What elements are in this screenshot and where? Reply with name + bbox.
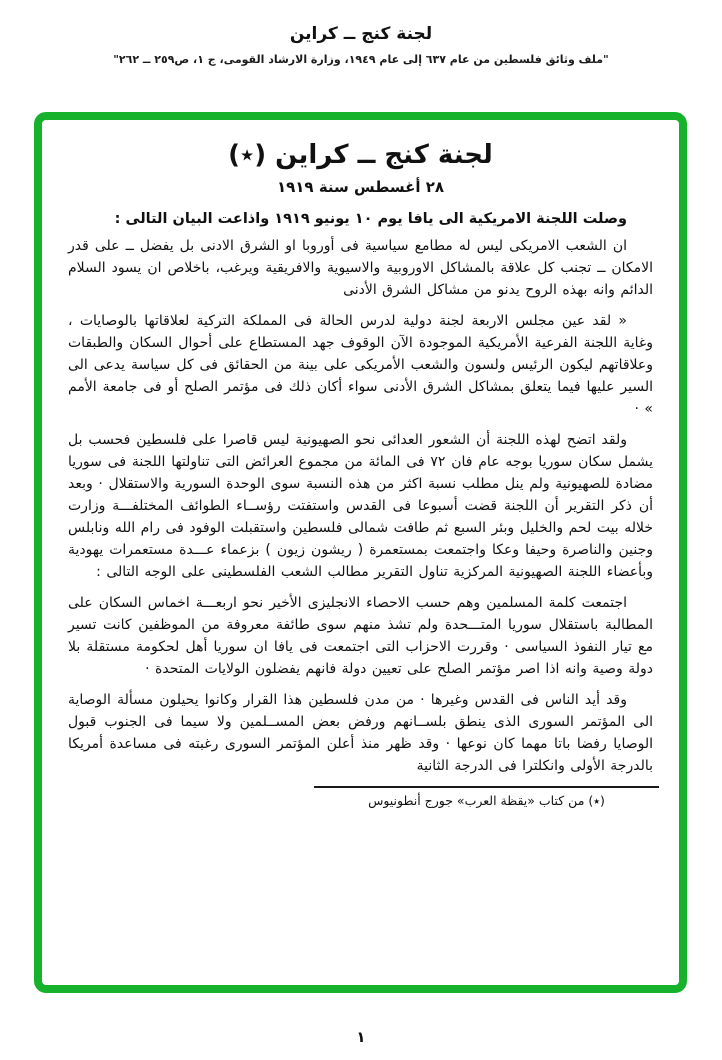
paragraph-5: وقد أيد الناس فى القدس وغيرها · من مدن فلسطين هذا القرار وكانوا يحيلون مسألة الوصاية الى المؤتمر السورى الذى ينطق بلســانهم ورفض بعض المســلمين ولا سيما فى الجنوب قبول الوصايا رفضا باتا مهما كان نوعها · وقد ظهر منذ أعلن المؤتمر السورى رغبته فى مساعدة أمريكا بالدرجة الأولى وانكلترا فى الدرجة الثانية <box>68 692 653 774</box>
paragraph-3: ولقد اتضح لهذه اللجنة أن الشعور العدائى نحو الصهيونية ليس قاصرا على فلسطين فحسب بل يشمل سكان سوريا بوجه عام فان ٧٢ فى المائة من مجموع العرائض التى تناولتها اللجنة فى سوريا مضادة للصهيونية ولم ينل مطلب نسبة اكثر من هذه النسبة سوى الوحدة السورية والاستقلال · وبعد أن ذكر التقرير أن اللجنة قضت أسبوعا فى القدس واستفتت رؤســاء الطوائف المختلفـــة وزارت خلاله بيت لحم والخليل وبئر السبع ثم طافت شمالى فلسطين واستقبلت الوفود فى رام الله ونابلس وجنين والناصرة وحيفا وعكا واجتمعت بمستعمرة ( ريشون زيون ) بزعماء عـــدة مستعمرات يهودية وبأعضاء اللجنة الصهيونية المركزية تناول التقرير مطالب الشعب الفلسطينى على الوجه التالى : <box>68 432 653 580</box>
document-date: ٢٨ أغسطس سنة ١٩١٩ <box>276 178 445 196</box>
paragraph-2: « لقد عين مجلس الاربعة لجنة دولية لدرس الحالة فى المملكة التركية لعلاقاتها بالوصايات ، وغاية اللجنة الفرعية الأمريكية الموجودة الآن الوقوف جهد المستطاع على أحوال السكان والطبقات وعلاقاتهم ليكون الرئيس ولسون والشعب الأمريكى على بينة من الحقائق فى كل سياسة يدعى الى السير عليها فيما يتعلق بمشاكل الشرق الأدنى سواء أكان ذلك فى مؤتمر الصلح أو فى جامعة الأمم » · <box>68 313 653 417</box>
page-title: لجنة كنج ــ كراين <box>289 24 433 44</box>
footnote-text: (٭) من كتاب «يقظة العرب» جورج أنطونيوس <box>368 793 605 808</box>
paragraph-1: ان الشعب الامريكى ليس له مطامع سياسية فى أوروبا او الشرق الادنى بل يفضل ــ على قدر الامكان ــ تجنب كل علاقة بالمشاكل الاوروبية والاسيوية والافريقية ويرغب، باخلاص ان يسود السلام الدائم وانه بهذه الروح يدنو من مشاكل الشرق الأدنى <box>68 238 653 298</box>
document-frame <box>34 112 687 993</box>
document-title: لجنة كنج ــ كراين (٭) <box>228 140 493 170</box>
page-number: ١ <box>356 1028 366 1046</box>
lead-paragraph: وصلت اللجنة الامريكية الى يافا يوم ١٠ يونيو ١٩١٩ واذاعت البيان التالى : <box>114 211 627 227</box>
paragraph-4: اجتمعت كلمة المسلمين وهم حسب الاحصاء الانجليزى الأخير نحو اربعـــة اخماس السكان على المطالبة باستقلال سوريا المتـــحدة ولم تشذ منهم سوى طائفة معروفة من الموظفين كانت تسير مع تيار النفوذ السياسى · وقررت الاحزاب التى اجتمعت فى يافا ان سوريا أهل لحكومة مستقلة بلا دولة وصية وانه اذا اصر مؤتمر الصلح على تعيين دولة فانهم يفضلون الولايات المتحدة · <box>68 595 653 677</box>
page-header <box>0 0 722 66</box>
footnote <box>314 786 659 808</box>
source-citation: "ملف وثائق فلسطين من عام ٦٣٧ إلى عام ١٩٤٩، وزارة الارشاد القومى، ج ١، ص٢٥٩ ــ ٢٦٢" <box>113 53 609 66</box>
